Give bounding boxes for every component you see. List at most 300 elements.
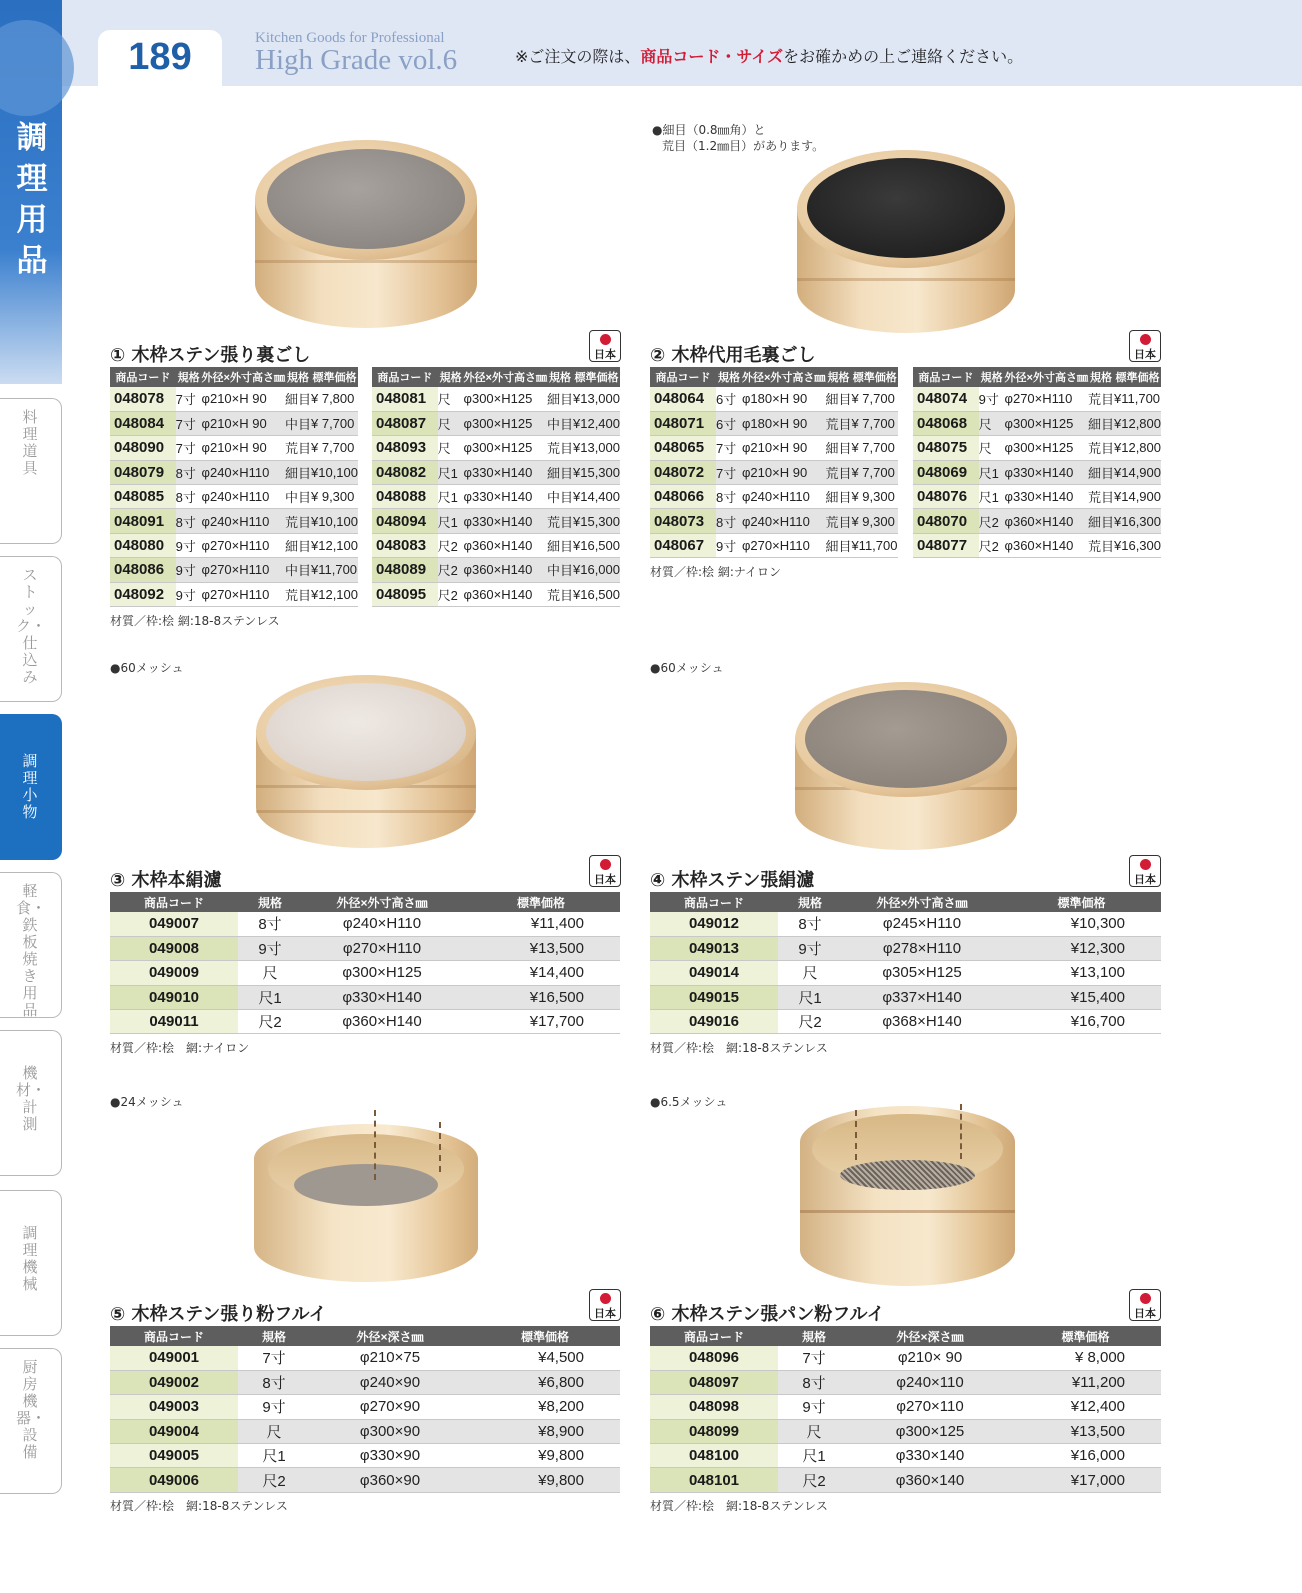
- col-grade: 規格: [825, 367, 851, 387]
- material-note: 材質／枠:桧 網:18-8ステンレス: [650, 1499, 828, 1513]
- spec-cell: 細目: [825, 485, 851, 509]
- spec-cell: φ210×H 90: [742, 460, 825, 484]
- product-code: 049004: [110, 1419, 238, 1443]
- price-cell: ¥12,400: [573, 411, 620, 435]
- spec-cell: 7寸: [176, 387, 202, 411]
- spec-cell: φ240×H110: [742, 485, 825, 509]
- price-cell: ¥11,400: [462, 912, 620, 936]
- table-row: [650, 1419, 1161, 1443]
- product-photo-breadcrumb-sifter: [800, 1090, 1015, 1288]
- spec-cell: 尺1: [438, 509, 464, 533]
- price-cell: ¥13,100: [1002, 961, 1161, 985]
- table-row: [650, 1010, 1161, 1034]
- spec-cell: φ210×75: [310, 1346, 470, 1370]
- spec-cell: φ330×H140: [1005, 485, 1088, 509]
- price-cell: ¥ 7,700: [851, 387, 898, 411]
- price-cell: ¥ 7,700: [311, 436, 358, 460]
- price-cell: ¥13,000: [573, 436, 620, 460]
- table-row: [650, 1444, 1161, 1468]
- product-table-4: [650, 892, 1161, 1034]
- spec-cell: 細目: [825, 533, 851, 557]
- col-size: 規格: [716, 367, 742, 387]
- order-notice: [515, 44, 1023, 67]
- product-title: ② 木枠代用毛裏ごし: [650, 345, 816, 366]
- sidebar-main-category: [0, 0, 62, 384]
- col-code: 商品コード: [110, 892, 238, 912]
- spec-cell: φ240×90: [310, 1370, 470, 1394]
- sidebar-tab-kitchen-facilities[interactable]: [0, 1348, 62, 1494]
- spec-cell: 6寸: [716, 411, 742, 435]
- spec-cell: 8寸: [778, 1370, 850, 1394]
- product-code: 048097: [650, 1370, 778, 1394]
- table-row: [650, 985, 1161, 1009]
- spec-cell: φ270×90: [310, 1395, 470, 1419]
- table-row: [110, 436, 358, 460]
- product-code: 049005: [110, 1444, 238, 1468]
- price-cell: ¥15,300: [573, 509, 620, 533]
- product-title: ④ 木枠ステン張絹濾: [650, 870, 815, 891]
- col-grade: 規格: [285, 367, 311, 387]
- table-row: [650, 961, 1161, 985]
- table-row: [110, 1395, 620, 1419]
- spec-cell: φ210× 90: [850, 1346, 1010, 1370]
- japan-flag-badge: [1129, 855, 1161, 887]
- table-row: [650, 1468, 1161, 1492]
- table-row: [650, 387, 898, 411]
- spec-cell: 細目: [825, 387, 851, 411]
- spec-cell: 尺1: [438, 460, 464, 484]
- product-title: ③ 木枠本絹濾: [110, 870, 222, 891]
- price-cell: ¥11,700: [851, 533, 898, 557]
- table-row: [110, 1468, 620, 1492]
- price-cell: ¥14,400: [462, 961, 620, 985]
- spec-cell: 尺1: [979, 485, 1005, 509]
- spec-cell: φ300×H125: [464, 436, 547, 460]
- japan-flag-icon: [1140, 859, 1151, 870]
- spec-cell: φ300×H125: [1005, 436, 1088, 460]
- table-row: [913, 533, 1161, 557]
- table-row: [372, 558, 620, 582]
- spec-cell: 尺1: [778, 985, 842, 1009]
- spec-cell: φ360×H140: [1005, 533, 1088, 557]
- price-cell: ¥16,700: [1002, 1010, 1161, 1034]
- spec-cell: 細目: [1088, 509, 1114, 533]
- product-code: 048099: [650, 1419, 778, 1443]
- price-cell: ¥10,300: [1002, 912, 1161, 936]
- spec-cell: 尺2: [979, 533, 1005, 557]
- note-line: 荒目（1.2㎜目）があります。: [662, 139, 825, 153]
- spec-cell: φ270×H110: [202, 558, 285, 582]
- spec-cell: φ300×H125: [302, 961, 462, 985]
- spec-cell: φ240×H110: [202, 460, 285, 484]
- spec-cell: 荒目: [547, 436, 573, 460]
- spec-cell: φ210×H 90: [202, 387, 285, 411]
- spec-cell: 尺: [438, 411, 464, 435]
- price-cell: ¥4,500: [470, 1346, 620, 1370]
- product-table-5: [110, 1326, 620, 1493]
- product-code: 048100: [650, 1444, 778, 1468]
- spec-cell: φ270×H110: [742, 533, 825, 557]
- price-cell: ¥8,900: [470, 1419, 620, 1443]
- spec-cell: 尺2: [438, 558, 464, 582]
- product-code: 049016: [650, 1010, 778, 1034]
- sidebar-tab-cooking-machines[interactable]: [0, 1190, 62, 1336]
- spec-cell: 細目: [825, 436, 851, 460]
- price-cell: ¥9,800: [470, 1444, 620, 1468]
- spec-cell: 9寸: [778, 936, 842, 960]
- col-code: 商品コード: [913, 367, 979, 387]
- spec-cell: 荒目: [1088, 436, 1114, 460]
- col-dimensions: 外径×深さ㎜: [850, 1326, 1010, 1346]
- spec-cell: 9寸: [176, 582, 202, 606]
- spec-cell: 荒目: [547, 509, 573, 533]
- table-row: [110, 558, 358, 582]
- brand-title: High Grade vol.6: [255, 44, 458, 76]
- price-cell: ¥13,500: [1010, 1419, 1161, 1443]
- spec-cell: 8寸: [176, 460, 202, 484]
- table-row: [372, 436, 620, 460]
- sifter-stitching: [855, 1110, 859, 1160]
- sieve-band: [256, 810, 476, 813]
- spec-cell: 7寸: [176, 411, 202, 435]
- table-row: [110, 509, 358, 533]
- product-code: 049015: [650, 985, 778, 1009]
- spec-cell: φ270×H110: [202, 582, 285, 606]
- col-dimensions: 外径×外寸高さ㎜: [842, 892, 1002, 912]
- sidebar-tab-label: 機材・計測: [16, 1064, 47, 1133]
- product-code: 048068: [913, 411, 979, 435]
- col-dimensions: 外径×外寸高さ㎜: [1005, 367, 1088, 387]
- spec-cell: 尺2: [979, 509, 1005, 533]
- spec-cell: 7寸: [716, 436, 742, 460]
- table-row: [110, 582, 358, 606]
- product-code: 048066: [650, 485, 716, 509]
- sieve-mesh: [805, 690, 1007, 788]
- product-table-6: [650, 1326, 1161, 1493]
- col-dimensions: 外径×外寸高さ㎜: [202, 367, 285, 387]
- spec-cell: φ270×H110: [1005, 387, 1088, 411]
- price-cell: ¥6,800: [470, 1370, 620, 1394]
- product-code: 049003: [110, 1395, 238, 1419]
- spec-cell: φ360×90: [310, 1468, 470, 1492]
- col-grade: 規格: [1088, 367, 1114, 387]
- japan-flag-icon: [600, 334, 611, 345]
- sidebar-tab-cooking-utensils[interactable]: [0, 714, 62, 860]
- product-code: 048082: [372, 460, 438, 484]
- col-size: 規格: [778, 1326, 850, 1346]
- spec-cell: φ278×H110: [842, 936, 1002, 960]
- japan-flag-icon: [600, 859, 611, 870]
- spec-cell: φ360×H140: [464, 558, 547, 582]
- sifter-stitching: [439, 1122, 443, 1172]
- spec-cell: φ305×H125: [842, 961, 1002, 985]
- col-price: 標準価格: [1002, 892, 1161, 912]
- spec-cell: φ360×H140: [1005, 509, 1088, 533]
- spec-cell: φ300×90: [310, 1419, 470, 1443]
- spec-cell: 細目: [547, 533, 573, 557]
- spec-cell: 尺2: [238, 1010, 302, 1034]
- spec-cell: 荒目: [1088, 485, 1114, 509]
- product-photo-sieve-stainless: [255, 140, 477, 330]
- table-row: [650, 533, 898, 557]
- material-note: 材質／枠:桧 網:ナイロン: [110, 1041, 250, 1055]
- product-table-2-right: [913, 367, 1161, 558]
- product-photo-stainless-strainer: [795, 682, 1017, 852]
- spec-cell: 尺1: [778, 1444, 850, 1468]
- product-photo-silk-strainer: [256, 675, 476, 850]
- spec-cell: 中目: [285, 485, 311, 509]
- table-row: [913, 509, 1161, 533]
- table-row: [913, 387, 1161, 411]
- spec-cell: φ240×110: [850, 1370, 1010, 1394]
- table-row: [650, 460, 898, 484]
- table-row: [110, 1370, 620, 1394]
- sidebar-tab-light-meal-teppan[interactable]: [0, 872, 62, 1018]
- material-note: 材質／枠:桧 網:ナイロン: [650, 565, 782, 579]
- table-row: [372, 460, 620, 484]
- price-cell: ¥15,300: [573, 460, 620, 484]
- sidebar-main-label: 調理用品: [16, 120, 48, 279]
- product-code: 048086: [110, 558, 176, 582]
- product-title: ⑤ 木枠ステン張り粉フルイ: [110, 1304, 327, 1325]
- product-code: 048076: [913, 485, 979, 509]
- sieve-mesh: [267, 149, 465, 249]
- spec-cell: φ360×H140: [464, 533, 547, 557]
- table-row: [372, 582, 620, 606]
- sidebar-tab-label: 調理機械: [22, 1224, 38, 1293]
- col-code: 商品コード: [110, 367, 176, 387]
- product-code: 048085: [110, 485, 176, 509]
- product-code: 048064: [650, 387, 716, 411]
- product-code: 048069: [913, 460, 979, 484]
- spec-cell: φ360×H140: [302, 1010, 462, 1034]
- spec-cell: φ240×H110: [302, 912, 462, 936]
- product-code: 049009: [110, 961, 238, 985]
- spec-cell: 荒目: [285, 582, 311, 606]
- col-dimensions: 外径×外寸高さ㎜: [464, 367, 547, 387]
- table-row: [110, 1346, 620, 1370]
- spec-cell: φ300×125: [850, 1419, 1010, 1443]
- product-code: 048067: [650, 533, 716, 557]
- spec-cell: 8寸: [778, 912, 842, 936]
- sidebar-tab-label: 料理道具: [22, 408, 38, 477]
- notice-highlight: 商品コード・サイズ: [640, 47, 784, 66]
- table-row: [110, 1419, 620, 1443]
- spec-cell: φ180×H 90: [742, 387, 825, 411]
- spec-cell: 8寸: [176, 485, 202, 509]
- price-cell: ¥14,400: [573, 485, 620, 509]
- spec-cell: 尺2: [778, 1468, 850, 1492]
- price-cell: ¥16,000: [1010, 1444, 1161, 1468]
- spec-cell: 7寸: [238, 1346, 310, 1370]
- spec-cell: 中目: [547, 485, 573, 509]
- product-code: 048089: [372, 558, 438, 582]
- spec-cell: 細目: [1088, 411, 1114, 435]
- spec-cell: 中目: [547, 558, 573, 582]
- col-price: 標準価格: [462, 892, 620, 912]
- spec-cell: 尺2: [778, 1010, 842, 1034]
- sidebar-tab-label: 厨房機器・設備: [16, 1358, 47, 1461]
- price-cell: ¥16,500: [573, 582, 620, 606]
- price-cell: ¥12,800: [1114, 436, 1161, 460]
- sidebar-tab-equipment-measure[interactable]: [0, 1030, 62, 1176]
- spec-cell: 荒目: [547, 582, 573, 606]
- spec-cell: 7寸: [176, 436, 202, 460]
- table-row: [650, 436, 898, 460]
- table-row: [650, 1346, 1161, 1370]
- product-note: ●60メッシュ: [110, 661, 184, 675]
- price-cell: ¥11,700: [311, 558, 358, 582]
- table-row: [110, 1444, 620, 1468]
- flag-label: 日本: [594, 348, 616, 361]
- product-note: ●60メッシュ: [650, 661, 724, 675]
- spec-cell: 細目: [285, 387, 311, 411]
- price-cell: ¥10,100: [311, 509, 358, 533]
- spec-cell: φ300×H125: [464, 411, 547, 435]
- spec-cell: 荒目: [825, 460, 851, 484]
- price-cell: ¥17,700: [462, 1010, 620, 1034]
- spec-cell: φ330×H140: [1005, 460, 1088, 484]
- spec-cell: φ270×H110: [202, 533, 285, 557]
- price-cell: ¥16,300: [1114, 533, 1161, 557]
- price-cell: ¥12,100: [311, 533, 358, 557]
- sifter-stitching: [960, 1104, 964, 1159]
- flag-label: 日本: [1134, 873, 1156, 886]
- spec-cell: φ270×110: [850, 1395, 1010, 1419]
- spec-cell: 8寸: [716, 485, 742, 509]
- table-row: [650, 1370, 1161, 1394]
- spec-cell: 細目: [547, 387, 573, 411]
- spec-cell: 荒目: [1088, 533, 1114, 557]
- col-size: 規格: [979, 367, 1005, 387]
- spec-cell: 9寸: [176, 558, 202, 582]
- col-size: 規格: [238, 892, 302, 912]
- product-code: 048088: [372, 485, 438, 509]
- spec-cell: φ270×H110: [302, 936, 462, 960]
- product-note: ●6.5メッシュ: [650, 1095, 728, 1109]
- japan-flag-icon: [600, 1293, 611, 1304]
- product-code: 049002: [110, 1370, 238, 1394]
- product-code: 048095: [372, 582, 438, 606]
- col-price: 標準価格: [311, 367, 358, 387]
- table-row: [110, 912, 620, 936]
- product-code: 048071: [650, 411, 716, 435]
- japan-flag-icon: [1140, 1293, 1151, 1304]
- product-code: 048080: [110, 533, 176, 557]
- col-price: 標準価格: [470, 1326, 620, 1346]
- table-row: [110, 936, 620, 960]
- spec-cell: 尺: [979, 436, 1005, 460]
- spec-cell: φ330×140: [850, 1444, 1010, 1468]
- spec-cell: 7寸: [716, 460, 742, 484]
- spec-cell: φ210×H 90: [202, 411, 285, 435]
- spec-cell: φ330×H140: [464, 509, 547, 533]
- price-cell: ¥14,900: [1114, 460, 1161, 484]
- price-cell: ¥ 9,300: [311, 485, 358, 509]
- flag-label: 日本: [594, 1307, 616, 1320]
- product-code: 048094: [372, 509, 438, 533]
- product-table-1-left: [110, 367, 358, 607]
- price-cell: ¥ 7,700: [311, 411, 358, 435]
- spec-cell: 8寸: [716, 509, 742, 533]
- product-code: 048083: [372, 533, 438, 557]
- japan-flag-badge: [1129, 1289, 1161, 1321]
- product-code: 048070: [913, 509, 979, 533]
- japan-flag-icon: [1140, 334, 1151, 345]
- spec-cell: 尺2: [238, 1468, 310, 1492]
- product-note: ●24メッシュ: [110, 1095, 184, 1109]
- spec-cell: 8寸: [238, 1370, 310, 1394]
- spec-cell: 尺1: [979, 460, 1005, 484]
- product-code: 049007: [110, 912, 238, 936]
- price-cell: ¥ 7,700: [851, 436, 898, 460]
- japan-flag-badge: [589, 330, 621, 362]
- sidebar-tab-cooking-tools[interactable]: [0, 398, 62, 544]
- table-row: [650, 485, 898, 509]
- spec-cell: 尺2: [438, 533, 464, 557]
- col-code: 商品コード: [650, 892, 778, 912]
- sifter-stitching: [374, 1110, 378, 1180]
- table-row: [110, 460, 358, 484]
- table-row: [110, 387, 358, 411]
- product-code: 048087: [372, 411, 438, 435]
- notice-post: をお確かめの上ご連絡ください。: [783, 47, 1024, 66]
- product-code: 048101: [650, 1468, 778, 1492]
- brand-subtitle: Kitchen Goods for Professional: [255, 30, 445, 46]
- product-code: 048074: [913, 387, 979, 411]
- product-code: 049006: [110, 1468, 238, 1492]
- spec-cell: 尺: [238, 961, 302, 985]
- spec-cell: φ330×90: [310, 1444, 470, 1468]
- product-code: 049011: [110, 1010, 238, 1034]
- table-row: [110, 985, 620, 1009]
- japan-flag-badge: [589, 1289, 621, 1321]
- col-price: 標準価格: [851, 367, 898, 387]
- spec-cell: φ360×140: [850, 1468, 1010, 1492]
- japan-flag-badge: [1129, 330, 1161, 362]
- spec-cell: 9寸: [238, 936, 302, 960]
- flag-label: 日本: [1134, 1307, 1156, 1320]
- spec-cell: 細目: [547, 460, 573, 484]
- material-note: 材質／枠:桧 網:18-8ステンレス: [110, 1499, 288, 1513]
- table-row: [372, 485, 620, 509]
- product-photo-sieve-horsehair: [797, 150, 1015, 335]
- price-cell: ¥15,400: [1002, 985, 1161, 1009]
- table-row: [650, 509, 898, 533]
- spec-cell: φ368×H140: [842, 1010, 1002, 1034]
- product-code: 048078: [110, 387, 176, 411]
- spec-cell: 細目: [285, 533, 311, 557]
- table-row: [650, 411, 898, 435]
- price-cell: ¥ 7,700: [851, 411, 898, 435]
- price-cell: ¥16,500: [462, 985, 620, 1009]
- product-code: 048084: [110, 411, 176, 435]
- flag-label: 日本: [1134, 348, 1156, 361]
- spec-cell: φ330×H140: [464, 485, 547, 509]
- spec-cell: φ300×H125: [1005, 411, 1088, 435]
- spec-cell: 尺: [238, 1419, 310, 1443]
- price-cell: ¥16,300: [1114, 509, 1161, 533]
- sidebar-tab-stock-prep[interactable]: [0, 556, 62, 702]
- spec-cell: φ180×H 90: [742, 411, 825, 435]
- price-cell: ¥ 8,000: [1010, 1346, 1161, 1370]
- spec-cell: 6寸: [716, 387, 742, 411]
- spec-cell: φ240×H110: [202, 509, 285, 533]
- price-cell: ¥8,200: [470, 1395, 620, 1419]
- spec-cell: φ245×H110: [842, 912, 1002, 936]
- product-code: 048073: [650, 509, 716, 533]
- table-row: [913, 485, 1161, 509]
